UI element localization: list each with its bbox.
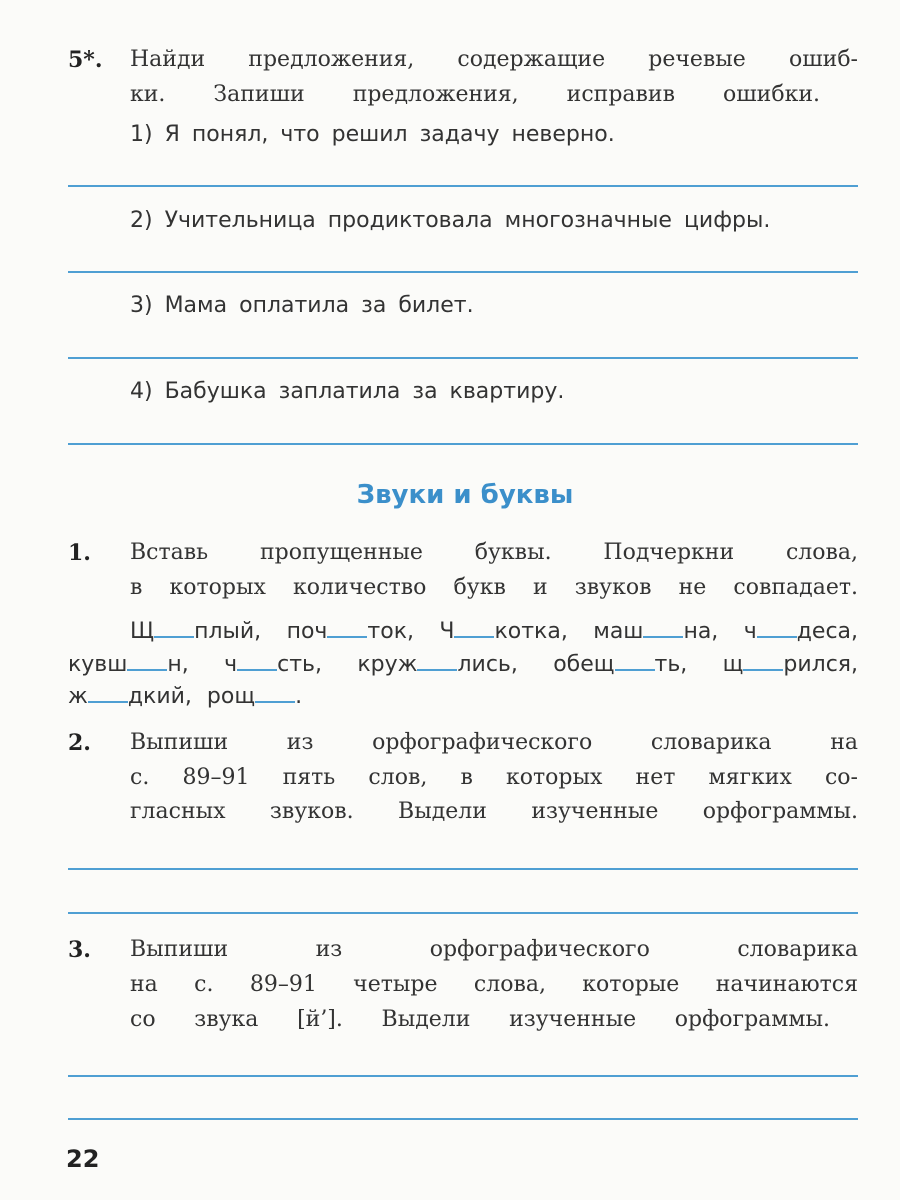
- fill-in-word: [207, 684, 302, 709]
- fill-in-word: [130, 619, 261, 644]
- answer-line[interactable]: [68, 271, 858, 273]
- sentence: 3) Мама оплатила за билет.: [130, 293, 474, 318]
- word-end: лись,: [457, 652, 518, 677]
- word-end: на,: [683, 619, 719, 644]
- task-number: 1.: [68, 540, 91, 566]
- word-start: ч: [224, 652, 238, 677]
- task-text: Выпиши из орфографического словарика на: [130, 730, 858, 755]
- task-text: на с. 89–91 четыре слова, которые начинаются: [130, 972, 858, 997]
- answer-line[interactable]: [68, 443, 858, 445]
- task-text: Выпиши из орфографического словарика: [130, 937, 858, 962]
- fill-in-word: [593, 619, 718, 644]
- word-start: ж: [68, 684, 88, 709]
- word-end: н,: [167, 652, 189, 677]
- word-end: ть,: [654, 652, 688, 677]
- answer-line[interactable]: [68, 912, 858, 914]
- task-text: с. 89–91 пять слов, в которых нет мягких со-: [130, 765, 858, 790]
- missing-letter-blank[interactable]: [154, 616, 194, 638]
- missing-letter-blank[interactable]: [327, 616, 367, 638]
- task-text: со звука [й’]. Выдели изученные орфограммы.: [130, 1007, 830, 1032]
- missing-letter-blank[interactable]: [643, 616, 683, 638]
- word-end: рился,: [783, 652, 859, 677]
- word-end: сть,: [277, 652, 323, 677]
- fill-in-line: [68, 648, 858, 682]
- word-end: плый,: [194, 619, 262, 644]
- fill-in-word: [723, 652, 858, 677]
- word-start: обещ: [553, 652, 615, 677]
- word-start: круж: [357, 652, 418, 677]
- word-start: Щ: [130, 619, 155, 644]
- task-number: 3.: [68, 937, 91, 963]
- answer-line[interactable]: [68, 185, 858, 187]
- fill-in-word: [287, 619, 414, 644]
- fill-in-line: [68, 680, 308, 714]
- word-end: котка,: [494, 619, 568, 644]
- word-end: .: [295, 684, 303, 709]
- word-start: Ч: [439, 619, 455, 644]
- missing-letter-blank[interactable]: [417, 649, 457, 671]
- answer-line[interactable]: [68, 1075, 858, 1077]
- fill-in-word: [439, 619, 567, 644]
- section-heading: Звуки и буквы: [356, 480, 574, 510]
- answer-line[interactable]: [68, 868, 858, 870]
- missing-letter-blank[interactable]: [127, 649, 167, 671]
- missing-letter-blank[interactable]: [615, 649, 655, 671]
- missing-letter-blank[interactable]: [237, 649, 277, 671]
- answer-line[interactable]: [68, 1118, 858, 1120]
- missing-letter-blank[interactable]: [255, 681, 295, 703]
- fill-in-word: [744, 619, 858, 644]
- answer-line[interactable]: [68, 357, 858, 359]
- fill-in-word: [224, 652, 322, 677]
- word-end: деса,: [796, 619, 859, 644]
- word-start: ч: [743, 619, 757, 644]
- word-start: маш: [593, 619, 644, 644]
- fill-in-word: [357, 652, 518, 677]
- task-text: гласных звуков. Выдели изученные орфограммы.: [130, 799, 858, 824]
- sentence: 2) Учительница продиктовала многозначные цифры.: [130, 208, 771, 233]
- sentence: 1) Я понял, что решил задачу неверно.: [130, 122, 615, 147]
- task-text: Найди предложения, содержащие речевые ошиб-: [130, 47, 858, 72]
- missing-letter-blank[interactable]: [743, 649, 783, 671]
- word-start: щ: [722, 652, 744, 677]
- task-number: 2.: [68, 730, 91, 756]
- task-text: в которых количество букв и звуков не совпадает.: [130, 575, 858, 600]
- word-start: кувш: [68, 652, 128, 677]
- fill-in-word: [68, 684, 192, 709]
- page-number: 22: [66, 1145, 100, 1173]
- word-end: ток,: [367, 619, 414, 644]
- task-text: ки. Запиши предложения, исправив ошибки.: [130, 82, 820, 107]
- missing-letter-blank[interactable]: [757, 616, 797, 638]
- fill-in-word: [553, 652, 687, 677]
- word-start: поч: [286, 619, 328, 644]
- task-number: 5*.: [68, 47, 103, 73]
- task-text: Вставь пропущенные буквы. Подчеркни слова,: [130, 540, 858, 565]
- missing-letter-blank[interactable]: [88, 681, 128, 703]
- word-start: рощ: [206, 684, 256, 709]
- word-end: дкий,: [127, 684, 192, 709]
- fill-in-word: [68, 652, 189, 677]
- fill-in-line: [130, 615, 858, 649]
- missing-letter-blank[interactable]: [454, 616, 494, 638]
- sentence: 4) Бабушка заплатила за квартиру.: [130, 379, 565, 404]
